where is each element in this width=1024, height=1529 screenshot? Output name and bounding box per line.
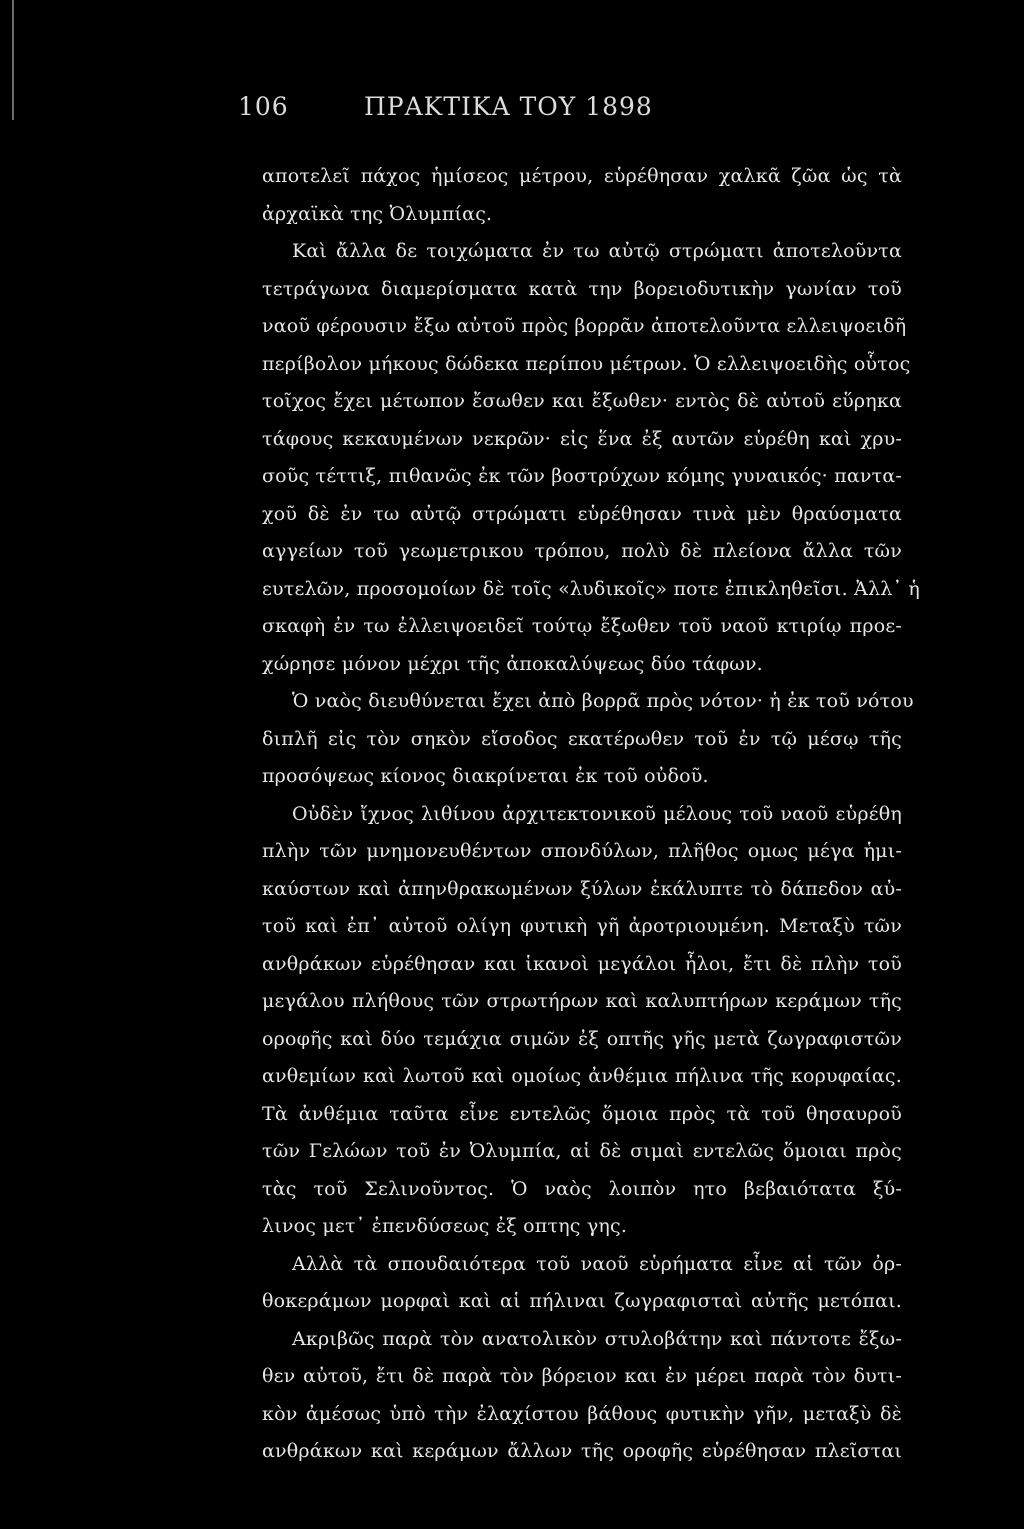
text-line: σοῦς τέττιξ, πιθανῶς ἐκ τῶν βοστρύχων κόμης γυναικός· παντα- bbox=[262, 465, 902, 487]
text-line: Ὁ ναὸς διευθύνεται ἔχει ἀπὸ βορρᾶ πρὸς νότον· ἡ ἐκ τοῦ νότου bbox=[292, 690, 914, 712]
text-line: μεγάλου πλήθους τῶν στρωτήρων καὶ καλυπτήρων κεράμων τῆς bbox=[262, 990, 902, 1012]
text-line: θεν αὐτοῦ, ἔτι δὲ παρὰ τὸν βόρειον και ἐν μέρει παρὰ τὸν δυτι- bbox=[262, 1365, 902, 1387]
text-line: ἀρχαϊκὰ της Ὀλυμπίας. bbox=[262, 202, 493, 225]
body-text bbox=[262, 158, 920, 1471]
text-line: λινος μετ᾽ ἐπενδύσεως ἐξ οπτης γης. bbox=[262, 1215, 628, 1237]
text-line: αποτελεῖ πάχος ἡμίσεος μέτρου, εὑρέθησαν χαλκᾶ ζῶα ὡς τὰ bbox=[262, 165, 902, 187]
text-line: τετράγωνα διαμερίσματα κατὰ την βορειοδυτικὴν γωνίαν τοῦ bbox=[262, 277, 902, 300]
text-line: ναοῦ φέρουσιν ἔξω αὐτοῦ πρὸς βορρᾶν ἀποτελοῦντα ελλειψοειδῆ bbox=[262, 315, 907, 337]
text-line: Οὐδὲν ἴχνος λιθίνου ἀρχιτεκτονικοῦ μέλους τοῦ ναοῦ εὑρέθη bbox=[292, 802, 902, 825]
text-line: Αλλὰ τὰ σπουδαιότερα τοῦ ναοῦ εὑρήματα εἶνε αἱ τῶν ὀρ- bbox=[292, 1252, 902, 1275]
text-line: ευτελῶν, προσομοίων δὲ τοῖς «λυδικοῖς» ποτε ἐπικληθεῖσι. Ἀλλ᾽ ἡ bbox=[262, 577, 920, 600]
page-number: 106 bbox=[238, 92, 289, 121]
text-line: κὸν ἀμέσως ὑπὸ τὴν ἐλαχίστου βάθους φυτικὴν γῆν, μεταξὺ δὲ bbox=[262, 1402, 902, 1425]
text-line: Ακριβῶς παρὰ τὸν ανατολικὸν στυλοβάτην καὶ πάντοτε ἔξω- bbox=[292, 1327, 902, 1350]
text-line: καύστων καὶ ἀπηνθρακωμένων ξύλων ἐκάλυπτε τὸ δάπεδον αὐ- bbox=[262, 877, 902, 900]
text-line: Καὶ ἄλλα δε τοιχώματα ἐν τω αὐτῷ στρώματι ἀποτελοῦντα bbox=[292, 240, 902, 262]
text-line: ανθεμίων καὶ λωτοῦ καὶ ομοίως ἀνθέμια πήλινα τῆς κορυφαίας. bbox=[262, 1065, 902, 1087]
text-line: πλὴν τῶν μνημονευθέντων σπονδύλων, πλῆθος ομως μέγα ἡμι- bbox=[262, 840, 902, 862]
text-line: τοῖχος ἔχει μέτωπον ἔσωθεν και ἔξωθεν· εντὸς δὲ αὐτοῦ εὕρηκα bbox=[262, 390, 902, 412]
text-line: τάφους κεκαυμένων νεκρῶν· εἰς ἕνα ἐξ αυτῶν εὑρέθη καὶ χρυ- bbox=[262, 427, 902, 450]
text-line: χώρησε μόνον μέχρι τῆς ἀποκαλύψεως δύο τάφων. bbox=[262, 652, 763, 675]
text-line: τὰς τοῦ Σελινοῦντος. Ὁ ναὸς λοιπὸν ητο βεβαιότατα ξύ- bbox=[262, 1177, 902, 1200]
text-line: σκαφὴ ἐν τω ἐλλειψοειδεῖ τούτῳ ἔξωθεν τοῦ ναοῦ κτιρίῳ προε- bbox=[262, 615, 902, 637]
text-line: ανθράκων καὶ κεράμων ἄλλων τῆς οροφῆς εὑρέθησαν πλεῖσται bbox=[262, 1440, 902, 1462]
page-header bbox=[0, 92, 1024, 132]
text-line: θοκεράμων μορφαὶ καὶ αἱ πήλιναι ζωγραφισταὶ αὐτῆς μετόπαι. bbox=[262, 1290, 902, 1312]
text-line: χοῦ δὲ ἐν τω αὐτῷ στρώματι εὑρέθησαν τινὰ μὲν θραύσματα bbox=[262, 502, 902, 525]
text-line: τῶν Γελώων τοῦ ἐν Ὀλυμπία, αἱ δὲ σιμαὶ εντελῶς ὅμοιαι πρὸς bbox=[262, 1140, 902, 1162]
text-line: διπλῆ εἰς τὸν σηκὸν εἴσοδος εκατέρωθεν τοῦ ἐν τῷ μέσῳ τῆς bbox=[262, 727, 902, 750]
text-line: Τὰ ἀνθέμια ταῦτα εἶνε εντελῶς ὅμοια πρὸς τὰ τοῦ θησαυροῦ bbox=[262, 1102, 902, 1125]
text-line: περίβολον μήκους δώδεκα περίπου μέτρων. Ὁ ελλειψοειδὴς οὗτος bbox=[262, 352, 911, 375]
text-line: τοῦ καὶ ἐπ᾽ αὐτοῦ ολίγη φυτικὴ γῆ ἀροτριουμένη. Μεταξὺ τῶν bbox=[262, 915, 902, 937]
text-line: αγγείων τοῦ γεωμετρικου τρόπου, πολὺ δὲ πλείονα ἄλλα τῶν bbox=[262, 540, 902, 562]
running-title: ΠΡΑΚΤΙΚΑ ΤΟΥ 1898 bbox=[364, 92, 653, 121]
text-line: οροφῆς καὶ δύο τεμάχια σιμῶν ἐξ οπτῆς γῆς μετὰ ζωγραφιστῶν bbox=[262, 1027, 902, 1050]
text-line: προσόψεως κίονος διακρίνεται ἐκ τοῦ οὐδοῦ. bbox=[262, 765, 709, 787]
text-line: ανθράκων εὑρέθησαν και ἱκανοὶ μεγάλοι ἧλοι, ἔτι δὲ πλὴν τοῦ bbox=[262, 952, 902, 975]
